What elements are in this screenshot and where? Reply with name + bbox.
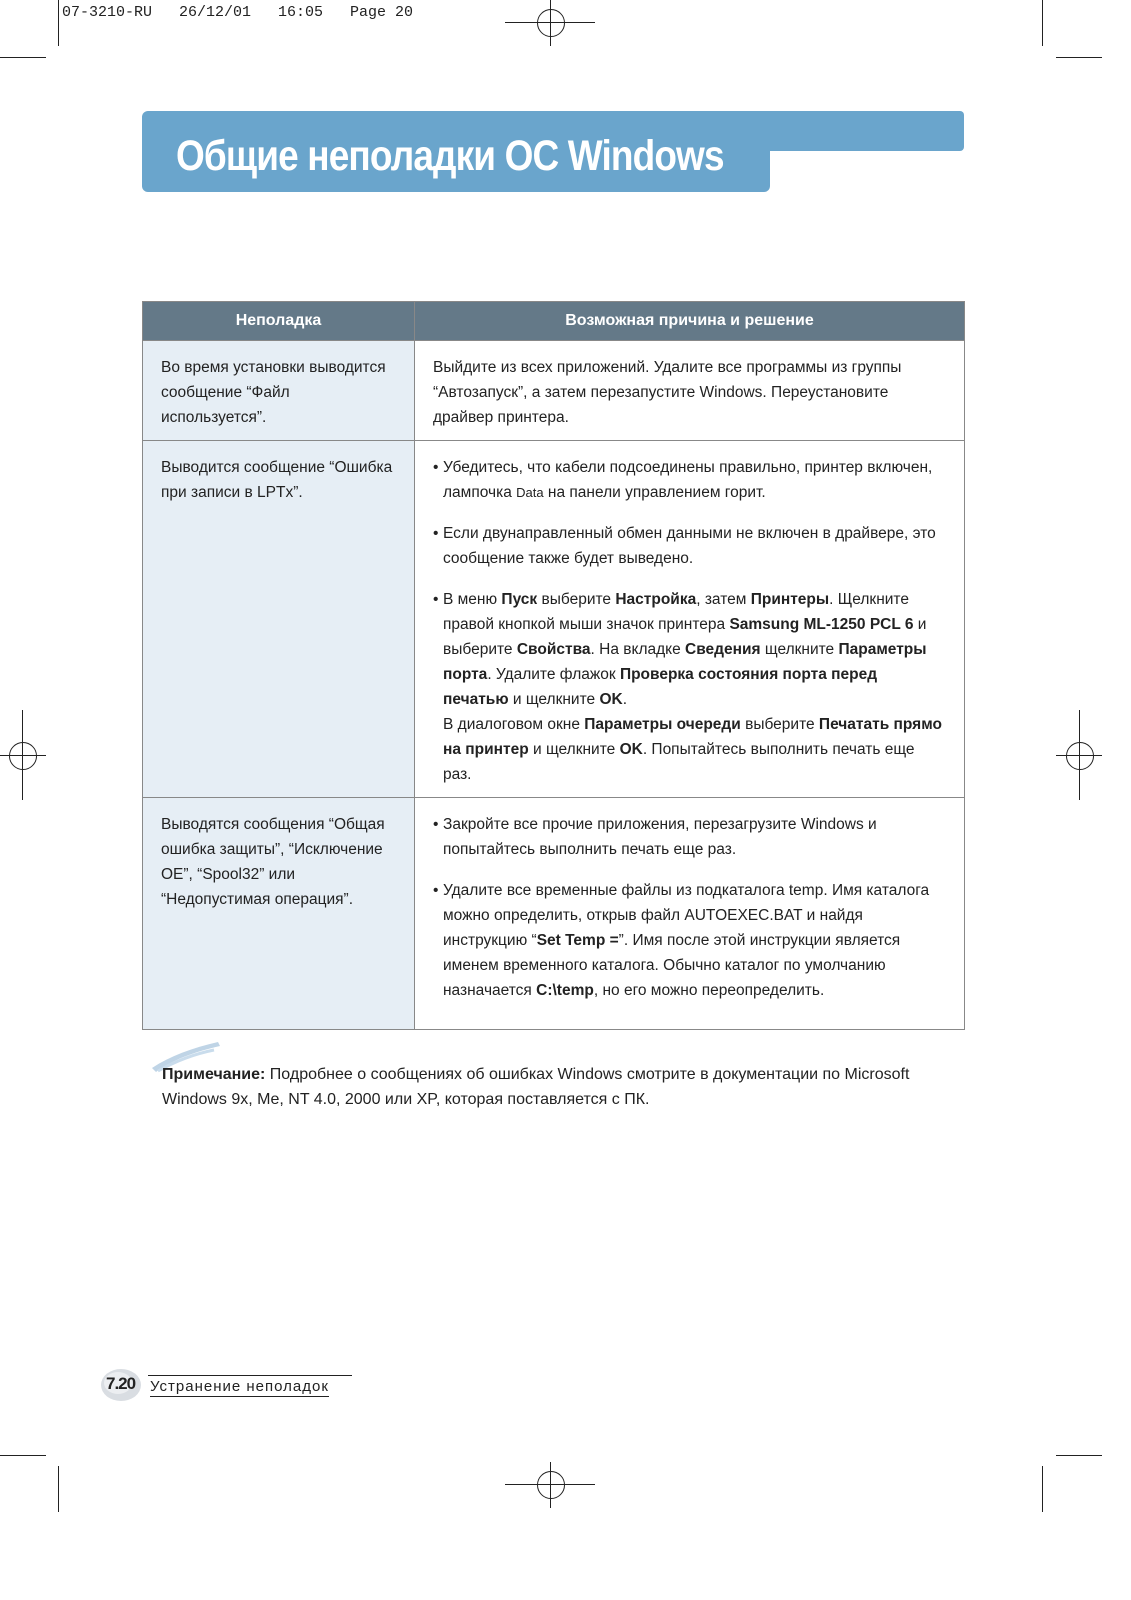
crop-mark [1056, 1455, 1102, 1456]
page-title: Общие неполадки ОС Windows [176, 132, 724, 180]
problem-cell: Во время установки выводится сообщение “Файл используется”. [143, 341, 415, 441]
registration-circle [537, 1471, 565, 1499]
problem-cell: Выводится сообщение “Ошибка при записи в LPTx”. [143, 441, 415, 798]
solution-bullet: • Убедитесь, что кабели подсоединены правильно, принтер включен, лампочка Data на панели управлением горит. [433, 455, 946, 505]
crop-mark [0, 57, 46, 58]
troubleshooting-table [142, 301, 965, 1030]
table-row [143, 441, 965, 798]
crop-mark [1042, 0, 1043, 46]
solution-cell: Выйдите из всех приложений. Удалите все программы из группы “Автозапуск”, а затем перезапустите Windows. Переустановите драйвер принтера. [415, 341, 965, 441]
solution-bullet: • Удалите все временные файлы из подкаталога temp. Имя каталога можно определить, открыв файл AUTOEXEC.BAT и найдя инструкцию “Set Temp =”. Имя после этой инструкции является именем временного каталога. Обычно каталог по умолчанию назначается C:\temp, но его можно переопределить. [433, 878, 946, 1003]
registration-circle [1066, 742, 1094, 770]
footer-rule [148, 1375, 352, 1376]
table-row [143, 341, 965, 441]
crop-mark [58, 0, 59, 46]
crop-mark [1042, 1466, 1043, 1512]
column-header-solution: Возможная причина и решение [415, 302, 965, 341]
table-header-row [143, 302, 965, 341]
note-label: Примечание: [162, 1066, 266, 1083]
crop-mark [0, 1455, 46, 1456]
note-paragraph [162, 1062, 962, 1112]
solution-cell [415, 441, 965, 798]
section-name: Устранение неполадок [150, 1378, 329, 1395]
registration-circle [9, 742, 37, 770]
print-slug: 07-3210-RU 26/12/01 16:05 Page 20 [62, 4, 414, 21]
page-number: 7.20 [106, 1374, 136, 1393]
registration-circle [537, 9, 565, 37]
crop-mark [58, 1466, 59, 1512]
problem-cell: Выводятся сообщения “Общая ошибка защиты”, “Исключение OE”, “Spool32” или “Недопустимая операция”. [143, 798, 415, 1030]
table-row [143, 798, 965, 1030]
title-band-extension [752, 111, 964, 151]
solution-cell [415, 798, 965, 1030]
column-header-problem: Неполадка [143, 302, 415, 341]
crop-mark [1056, 57, 1102, 58]
solution-bullet: • Если двунаправленный обмен данными не включен в драйвере, это сообщение также будет выведено. [433, 521, 946, 571]
solution-bullet: • В меню Пуск выберите Настройка, затем Принтеры. Щелкните правой кнопкой мыши значок принтера Samsung ML-1250 PCL 6 и выберите Свойства. На вкладке Сведения щелкните Параметры порта. Удалите флажок Проверка состояния порта перед печатью и щелкните OK. В диалоговом окне Параметры очереди выберите Печатать прямо на принтер и щелкните OK. Попытайтесь выполнить печать еще раз. [433, 587, 946, 787]
note-text: Подробнее о сообщениях об ошибках Windows смотрите в документации по Microsoft Windows 9x, Me, NT 4.0, 2000 или XP, которая поставляется с ПК. [162, 1066, 910, 1108]
solution-bullet: • Закройте все прочие приложения, перезагрузите Windows и попытайтесь выполнить печать еще раз. [433, 812, 946, 862]
